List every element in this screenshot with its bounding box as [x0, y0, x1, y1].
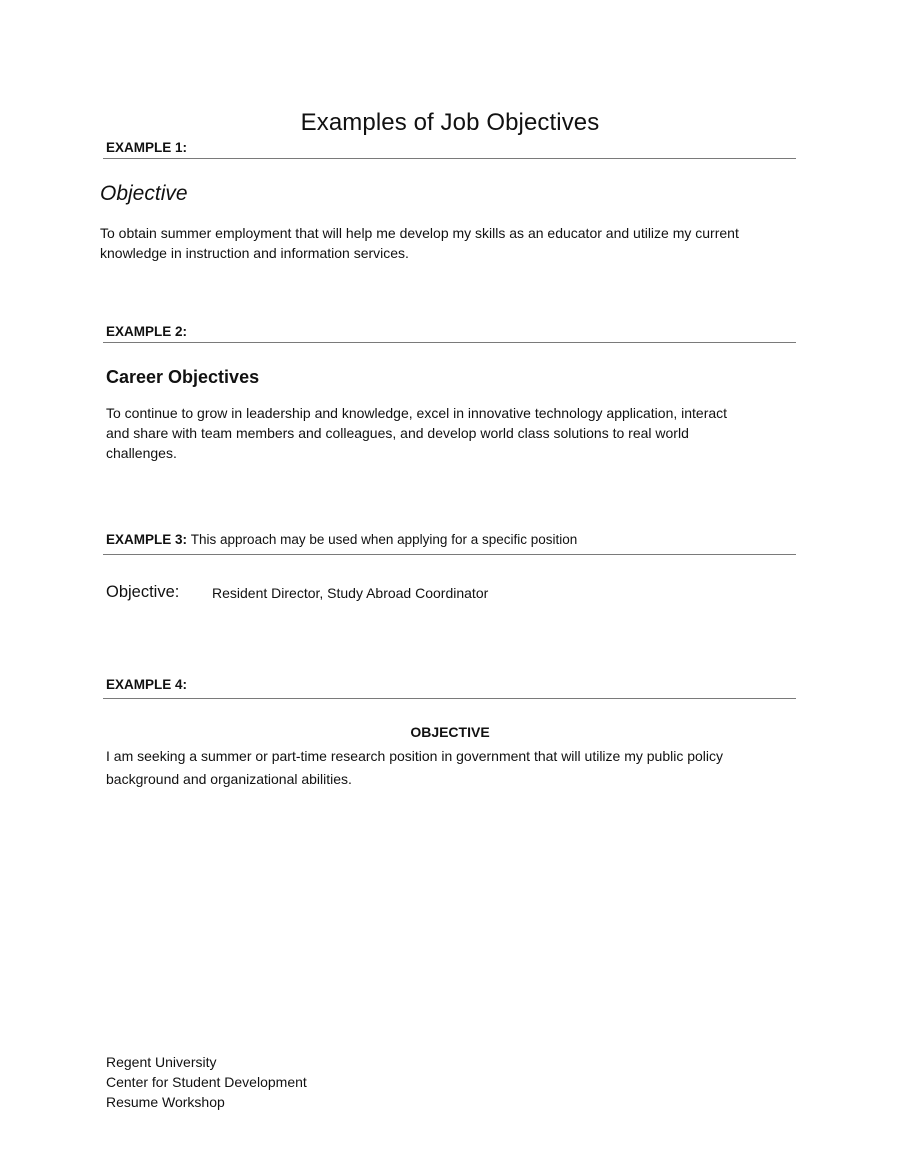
- example-4-text: [106, 745, 806, 791]
- example-2-text-line: and share with team members and colleagues, and develop world class solutions to real world: [106, 425, 689, 441]
- example-1-label: EXAMPLE 1:: [106, 140, 188, 155]
- example-4-divider: [103, 698, 796, 699]
- example-1-text-line: To obtain summer employment that will help me develop my skills as an educator and utilize my current: [100, 225, 739, 241]
- example-1-heading: Objective: [100, 182, 188, 205]
- example-3-description: This approach may be used when applying for a specific position: [190, 532, 578, 547]
- footer-line: Center for Student Development: [106, 1074, 307, 1090]
- footer: [106, 1052, 307, 1112]
- footer-line: Regent University: [106, 1054, 217, 1070]
- example-1-text: [100, 223, 800, 263]
- example-2-text-line: To continue to grow in leadership and knowledge, excel in innovative technology application, interact: [106, 405, 728, 421]
- example-2-text-line: challenges.: [106, 445, 177, 461]
- example-2-label: EXAMPLE 2:: [106, 324, 188, 339]
- example-1-text-line: knowledge in instruction and information services.: [100, 245, 409, 261]
- example-1-divider: [103, 158, 796, 159]
- example-3-objective-label: Objective:: [106, 583, 180, 601]
- example-4-label: EXAMPLE 4:: [106, 677, 188, 692]
- example-4-heading: OBJECTIVE: [410, 724, 490, 740]
- example-2-text: [106, 403, 806, 463]
- document-title: Examples of Job Objectives: [300, 109, 600, 136]
- example-3-label: EXAMPLE 3:: [106, 532, 188, 547]
- example-2-divider: [103, 342, 796, 343]
- example-4-text-line: background and organizational abilities.: [106, 771, 352, 787]
- example-2-heading: Career Objectives: [106, 367, 260, 387]
- example-3-objective-value: Resident Director, Study Abroad Coordinator: [212, 585, 489, 601]
- footer-line: Resume Workshop: [106, 1094, 225, 1110]
- example-4-text-line: I am seeking a summer or part-time research position in government that will utilize my public policy: [106, 748, 724, 764]
- example-3-header: [106, 530, 577, 550]
- example-3-divider: [103, 554, 796, 555]
